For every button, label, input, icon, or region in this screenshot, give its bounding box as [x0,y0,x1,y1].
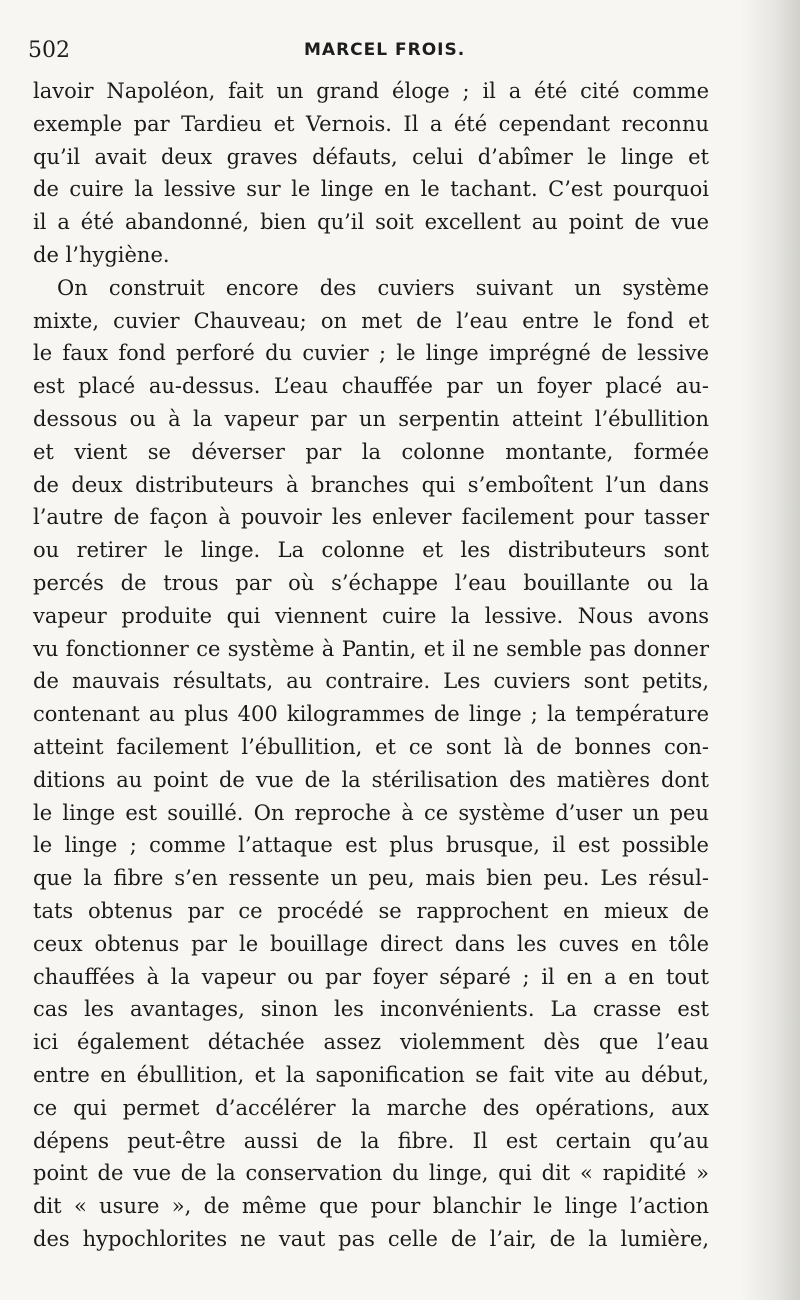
text-line: dépens peut-être aussi de la fibre. Il est certain qu’au [33,1128,709,1153]
text-line: que la fibre s’en ressente un peu, mais bien peu. Les résul- [33,866,709,891]
text-line: qu’il avait deux graves défauts, celui d’abîmer le linge et [33,144,709,169]
text-line: de deux distributeurs à branches qui s’emboîtent l’un dans [33,472,709,497]
text-line: On construit encore des cuviers suivant un système [57,275,709,300]
text-line: l’autre de façon à pouvoir les enlever facilement pour tasser [33,505,709,530]
text-line: cas les avantages, sinon les inconvénients. La crasse est [33,997,709,1022]
text-line: et vient se déverser par la colonne montante, formée [33,439,709,464]
text-line: de l’hygiène. [33,242,170,267]
text-line: entre en ébullition, et la saponification se fait vite au début, [33,1062,709,1087]
text-line: le linge ; comme l’attaque est plus brusque, il est possible [33,833,709,858]
text-line: est placé au-dessus. L’eau chauffée par un foyer placé au- [33,374,709,399]
text-line: il a été abandonné, bien qu’il soit excellent au point de vue [33,210,709,235]
text-line: vu fonctionner ce système à Pantin, et il ne semble pas donner [33,636,709,661]
text-line: dit « usure », de même que pour blanchir le linge l’action [33,1194,709,1219]
text-line: ceux obtenus par le bouillage direct dans les cuves en tôle [33,931,709,956]
text-line: chauffées à la vapeur ou par foyer séparé ; il en a en tout [33,964,709,989]
text-line: le faux fond perforé du cuvier ; le linge imprégné de lessive [33,341,709,366]
text-line: tats obtenus par ce procédé se rapprochent en mieux de [33,898,709,923]
text-line: ou retirer le linge. La colonne et les distributeurs sont [33,538,709,563]
text-line: ici également détachée assez violemment dès que l’eau [33,1030,709,1055]
text-line: atteint facilement l’ébullition, et ce sont là de bonnes con- [33,734,709,759]
text-line: vapeur produite qui viennent cuire la lessive. Nous avons [33,603,709,628]
text-line: point de vue de la conservation du linge, qui dit « rapidité » [33,1161,709,1186]
text-line: contenant au plus 400 kilogrammes de linge ; la température [33,702,709,727]
text-line: de mauvais résultats, au contraire. Les cuviers sont petits, [33,669,709,694]
text-line: de cuire la lessive sur le linge en le tachant. C’est pourquoi [33,177,709,202]
page-header [28,38,740,66]
text-line: exemple par Tardieu et Vernois. Il a été cependant reconnu [33,111,709,136]
text-line: des hypochlorites ne vaut pas celle de l’air, de la lumière, [33,1226,709,1251]
body-text [33,75,709,1256]
running-head: MARCEL FROIS. [304,40,466,60]
text-line: mixte, cuvier Chauveau; on met de l’eau entre le fond et [33,308,709,333]
text-line: le linge est souillé. On reproche à ce système d’user un peu [33,800,709,825]
text-line: ce qui permet d’accélérer la marche des opérations, aux [33,1095,709,1120]
page-number: 502 [28,38,70,63]
text-line: lavoir Napoléon, fait un grand éloge ; il a été cité comme [33,79,709,103]
text-line: ditions au point de vue de la stérilisation des matières dont [33,767,709,792]
text-line: dessous ou à la vapeur par un serpentin atteint l’ébullition [33,406,709,431]
text-line: percés de trous par où s’échappe l’eau bouillante ou la [33,570,709,595]
